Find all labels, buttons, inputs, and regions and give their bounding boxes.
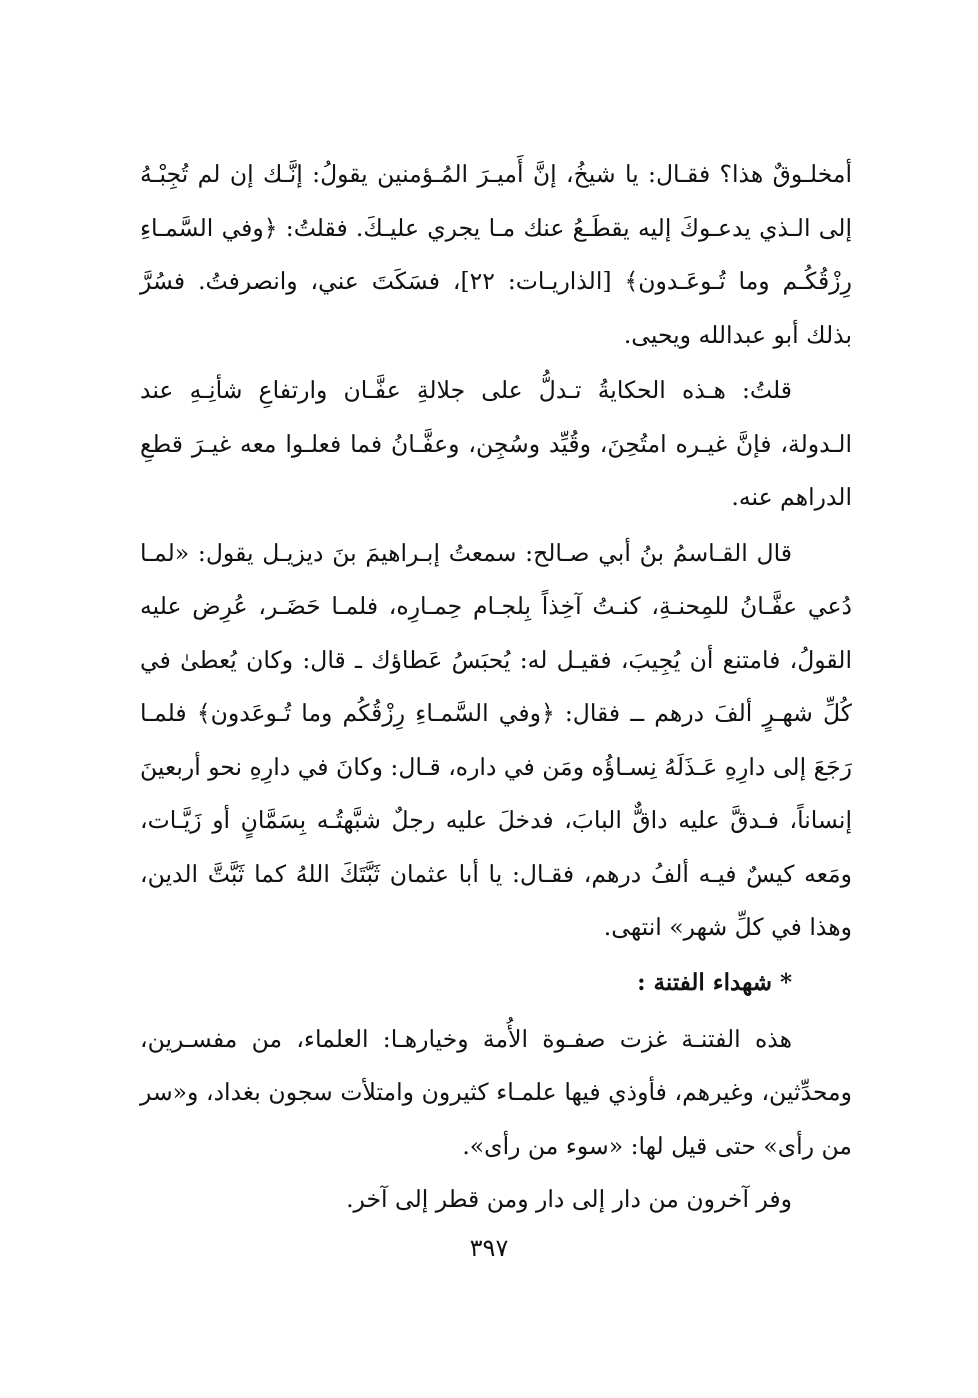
heading-star: *: [779, 968, 792, 996]
section-heading: [140, 955, 852, 1011]
paragraph-5: وفر آخرون من دار إلى دار ومن قطر إلى آخر.: [346, 1185, 792, 1213]
paragraph-2: قلتُ: هـذه الحكايةُ تـدلُّ على جلالةِ عفَّـان وارتفاعِ شأنِـهِ عند الـدولة، فإنَّ غيـره امتُحِنَ، وقُيِّد وسُجِن، وعفَّـانُ فما فعلـوا معه غيـرَ قطعِ الدراهم عنه.: [140, 376, 852, 511]
page-number: ٣٩٧: [469, 1234, 509, 1262]
paragraph-3: قال القـاسمُ بنُ أبي صـالح: سمعتُ إبـراهيمَ بنَ ديزيـل يقول: «لمـا دُعي عفَّـانُ للمِحنـةِ، كنـتُ آخِذاً بِلجـام حِمـارِه، فلمـا حَضَـر، عُرِض عليه القولُ، فامتنع أن يُجِيبَ، فقيـل له: يُحبَسُ عَطاؤك ـ قال: وكان يُعطىٰ في كُلِّ شهـرٍ ألفَ درهم ــ فقال: ﴿وفي السَّمـاءِ رِزْقُكُم وما تُـوعَدون﴾ فلمـا رَجَعَ إلى دارِهِ عَـذَلَهُ نِسـاؤُه ومَن في داره، قـال: وكانَ في دارِهِ نحو أربعينَ إنساناً، فـدقَّ عليه داقٌّ البابَ، فدخلَ عليه رجلٌ شبَّهتُـه بِسَمَّانٍ أو زَيَّـات، ومَعه كيسٌ فيـه ألفُ درهم، فقـال: يا أبا عثمان ثَبَّتَكَ اللهُ كما ثَبَّتَّ الدين، وهذا في كلِّ شهر» انتهى.: [140, 538, 852, 941]
heading-text: شهداء الفتنة :: [637, 968, 772, 996]
paragraph-4: هذه الفتنـة غزت صفـوة الأُمة وخيارهـا: العلماء، من مفسـرين، ومحدِّثين، وغيرهم، فأوذي فيها علمـاء كثيرون وامتلأت سجون بغداد، و«سر من رأى» حتى قيل لها: «سوء من رأى».: [140, 1024, 852, 1160]
page-body: [140, 148, 852, 1227]
paragraph-1: أمخلـوقٌ هذا؟ فقـال: يا شيخُ، إنَّ أَميـرَ المُـؤمنين يقولُ: إنَّـك إن لم تُجِبْـهُ إلى الـذي يدعـوكَ إليه يقطَـعُ عنك مـا يجري عليـكَ. فقلتُ: ﴿وفي السَّمـاءِ رِزْقُكُـم وما تُـوعَـدون﴾ [الذاريـات: ٢٢]، فسَكَتَ عني، وانصرفتُ. فسُرَّ بذلك أبو عبدالله ويحيى.: [140, 160, 852, 349]
